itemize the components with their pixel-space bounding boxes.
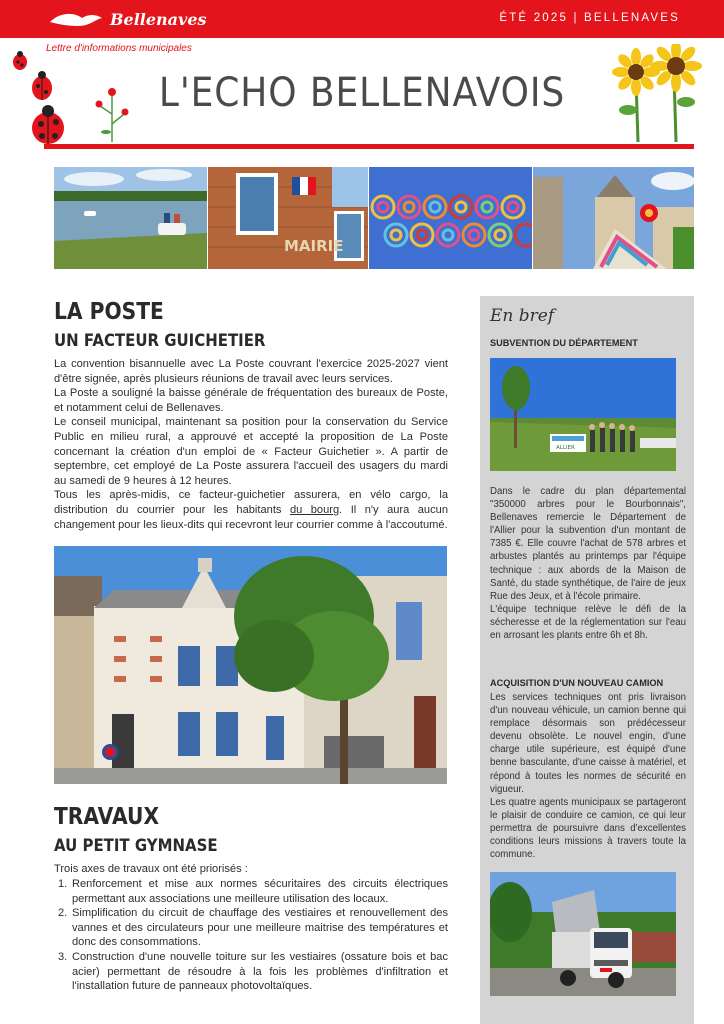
list-item-text: Simplification du circuit de chauffage des vestiaires et renouvellement des vannes et des circulateurs pour une meilleure maitrise des températures et donc des consommations. [72,907,448,949]
travaux-list [54,877,448,994]
laposte-subtitle: UN FACTEUR GUICHETIER [54,331,266,351]
sidebar-title: En bref [490,306,555,326]
laposte-paragraph-3: Le conseil municipal, maintenant sa position pour la conservation du Service Public en milieu rural, a approuvé et accepté la proposition de La Poste concernant la création d'un emploi de « Facteur Guichetier ». A partir de septembre, cet employé de La Poste assurera l'accueil des usagers du mardi au samedi de 9 heures à 12 heures. [54,416,448,487]
laposte-paragraph-2: La Poste a souligné la baisse générale de fréquentation des bureaux de Poste, et notamment celui de Bellenaves. [54,387,448,414]
mairie-sign: MAIRIE [284,237,344,255]
laposte-p4-start: Tous les après-midis, ce facteur-guichetier assurera, en vélo cargo, la distribution du courrier pour les habitants [54,489,448,516]
lake-pedalo-photo [54,167,207,269]
laposte-article [54,357,448,532]
newsletter-subtitle: Lettre d'informations municipales [46,43,192,54]
camion-paragraph-1: Les services techniques ont pris livraison d'un nouveau véhicule, un camion benne qui remplace désormais son prédécesseur devenu obsolète. Le nouvel engin, d'une charge utile supérieure, est équipé d'une benne basculante, d'une caisse à matériel, et répond à toutes les normes de sécurité en vigueur. [490,692,686,795]
allier-sign: ALLIER [556,445,575,451]
list-item-number: 3. [58,950,68,963]
list-item-number: 2. [58,907,68,920]
list-item [54,877,448,906]
post-office-building-photo [54,546,447,784]
new-truck-photo [490,872,676,996]
en-bref-sidebar [480,296,694,1024]
knitted-tower-photo [533,167,694,269]
subvention-paragraph-2: L'équipe technique relève le défi de la sécheresse et de la réglementation sur l'eau en arrosant les plants entre 6h et 8h. [490,603,686,642]
logo-text: Bellenaves [110,10,207,29]
mairie-facade-photo [208,167,368,269]
list-item [54,906,448,950]
edition-label: ÉTÉ 2025 | BELLENAVES [499,12,680,24]
travaux-subtitle: AU PETIT GYMNASE [54,836,218,856]
list-item-text: Construction d'une nouvelle toiture sur les vestiaires (ossature bois et bac acier) permettant de résoudre à la fois les problèmes d'infiltration et l'installation future de panneaux photovoltaïques. [72,950,448,993]
list-item [54,950,448,994]
list-item-text: Renforcement et mise aux normes sécuritaires des circuits électriques permettant aux associations une meilleure utilisation des locaux. [72,878,448,905]
subvention-heading: SUBVENTION DU DÉPARTEMENT [490,338,638,348]
camion-heading: ACQUISITION D'UN NOUVEAU CAMION [490,678,664,688]
subvention-paragraph-1: Dans le cadre du plan départemental "350000 arbres pour le Bourbonnais", Bellenaves remercie le Département de l'Allier pour la subvention d'un montant de 7385 €. Elle couvre l'achat de 578 arbres et arbustes plantés au printemps par l'équipe technique : aux abords de la Maison de Santé, du stade synthétique, de l'aire de jeux Rue des Jeux, et à l'école primaire. [490,486,686,602]
camion-paragraph-2: Les quatre agents municipaux se partageront le plaisir de conduire ce camion, ce qui leur permettra de poursuivre dans d'excellentes conditions leurs missions à travers toute la commune. [490,796,686,861]
masthead-title: L'ECHO BELLENAVOIS [158,70,566,116]
camion-text [490,691,686,861]
logo [40,4,215,36]
subvention-text [490,485,686,642]
du-bourg-underlined: du bourg [289,503,340,516]
laposte-paragraph-4 [54,488,448,532]
travaux-intro: Trois axes de travaux ont été priorisés : [54,863,248,875]
header-divider [44,144,694,149]
tree-planting-photo [490,358,676,471]
laposte-paragraph-1: La convention bisannuelle avec La Poste couvrant l'exercice 2025-2027 vient d'être signée, après plusieurs réunions de travail avec leurs services. [54,358,448,385]
logo-swoosh-icon [48,8,104,32]
crochet-circles-photo [369,167,532,269]
travaux-title: TRAVAUX [54,804,160,830]
list-item-number: 1. [58,878,68,890]
laposte-title: LA POSTE [54,299,164,325]
laposte-p4-end: . Il n'y aura aucun changement pour les lieux-dits qui recevront leur courrier comme à l'accoutumé. [54,503,448,531]
